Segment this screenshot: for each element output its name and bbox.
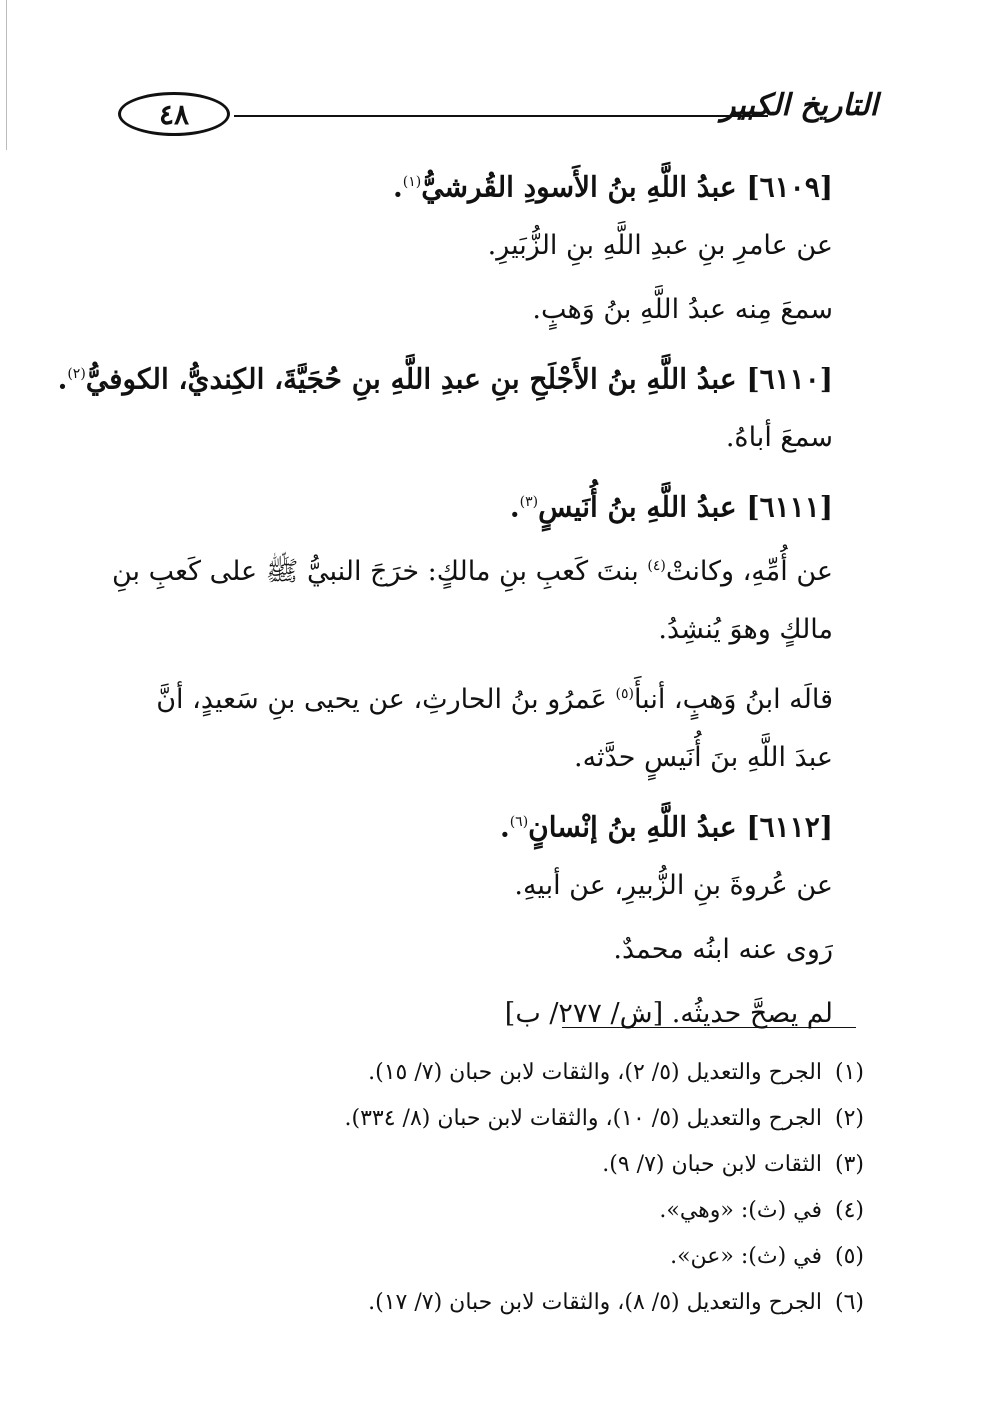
footnote-ref: (٣) [519,494,539,510]
footnote-separator [562,1027,856,1028]
footnote-number: (٦) [834,1290,864,1315]
footnote-ref: (٢) [67,366,86,382]
footnote-number: (٣) [834,1152,864,1177]
text-line: عن أُمِّهِ، وكانتْ$^{(٤)}$ بنتَ كَعبِ بنِ مالكٍ: خرَجَ النبيُّ ﷺ على كَعبِ بنِ [111,556,833,587]
footnotes [144,1050,864,1326]
text-line: عبدَ اللَّهِ بنَ أُنَيسٍ حدَّثه. [574,742,833,773]
footnote-text: الجرح والتعديل (٥/ ٨)، والثقات لابن حبان (٧/ ١٧). [368,1290,822,1315]
page-number: ٤٨ [118,92,230,136]
running-title: التاريخ الكبير [720,88,878,123]
footnote-ref: (٤) [647,558,666,574]
footnote [144,1142,864,1188]
text-line: رَوى عنه ابنُه محمدٌ. [613,934,833,965]
footnote-number: (٥) [834,1244,864,1269]
footnote [144,1280,864,1326]
footnote-ref: (٦) [509,814,529,830]
margin-mark [6,0,7,150]
footnote [144,1188,864,1234]
footnote-text: الجرح والتعديل (٥/ ٢)، والثقات لابن حبان (٧/ ١٥). [368,1060,822,1085]
footnote [144,1234,864,1280]
text-line: عن عامرِ بنِ عبدِ اللَّهِ بنِ الزُّبَيرِ. [487,230,833,261]
footnote-number: (١) [834,1060,864,1085]
footnote [144,1096,864,1142]
text-line: سمعَ مِنه عبدُ اللَّهِ بنُ وَهبٍ. [532,294,833,325]
footnote-text: في (ث): «وهي». [659,1198,822,1223]
text-line: مالكٍ وهوَ يُنشِدُ. [658,614,833,645]
page-header [118,88,878,148]
header-rule [234,115,768,117]
footnote-ref: (٥) [615,686,634,702]
main-text [57,150,833,1046]
text-line: لم يصحَّ حديثُه. [ش/ ٢٧٧/ ب] [504,998,833,1029]
footnote [144,1050,864,1096]
text-line: سمعَ أباهُ. [725,422,833,453]
entry-heading: [٦١٠٩] عبدُ اللَّهِ بنُ الأَسودِ القُرشيُّ$^{(١)}$. [392,170,833,204]
footnote-text: الجرح والتعديل (٥/ ١٠)، والثقات لابن حبان (٨/ ٣٣٤). [344,1106,822,1131]
footnote-text: الثقات لابن حبان (٧/ ٩). [602,1152,822,1177]
footnote-ref: (١) [402,174,422,190]
entry-heading: [٦١١٢] عبدُ اللَّهِ بنُ إنْسانٍ$^{(٦)}$. [499,810,833,844]
entry-heading: [٦١١٠] عبدُ اللَّهِ بنُ الأَجْلَحِ بنِ عبدِ اللَّهِ بنِ حُجَيَّةَ، الكِنديُّ، الكوفيُّ$^{(٢)}$. [57,362,833,396]
text-line: قالَه ابنُ وَهبٍ، أنبأَ$^{(٥)}$ عَمرُو بنُ الحارثِ، عن يحيى بنِ سَعيدٍ، أنَّ [156,684,833,715]
footnote-text: في (ث): «عن». [670,1244,822,1269]
text-line: عن عُروةَ بنِ الزُّبيرِ، عن أبيهِ. [514,870,833,901]
entry-heading: [٦١١١] عبدُ اللَّهِ بنُ أُنَيسٍ$^{(٣)}$. [509,490,833,524]
footnote-number: (٢) [834,1106,864,1131]
footnote-number: (٤) [834,1198,864,1223]
